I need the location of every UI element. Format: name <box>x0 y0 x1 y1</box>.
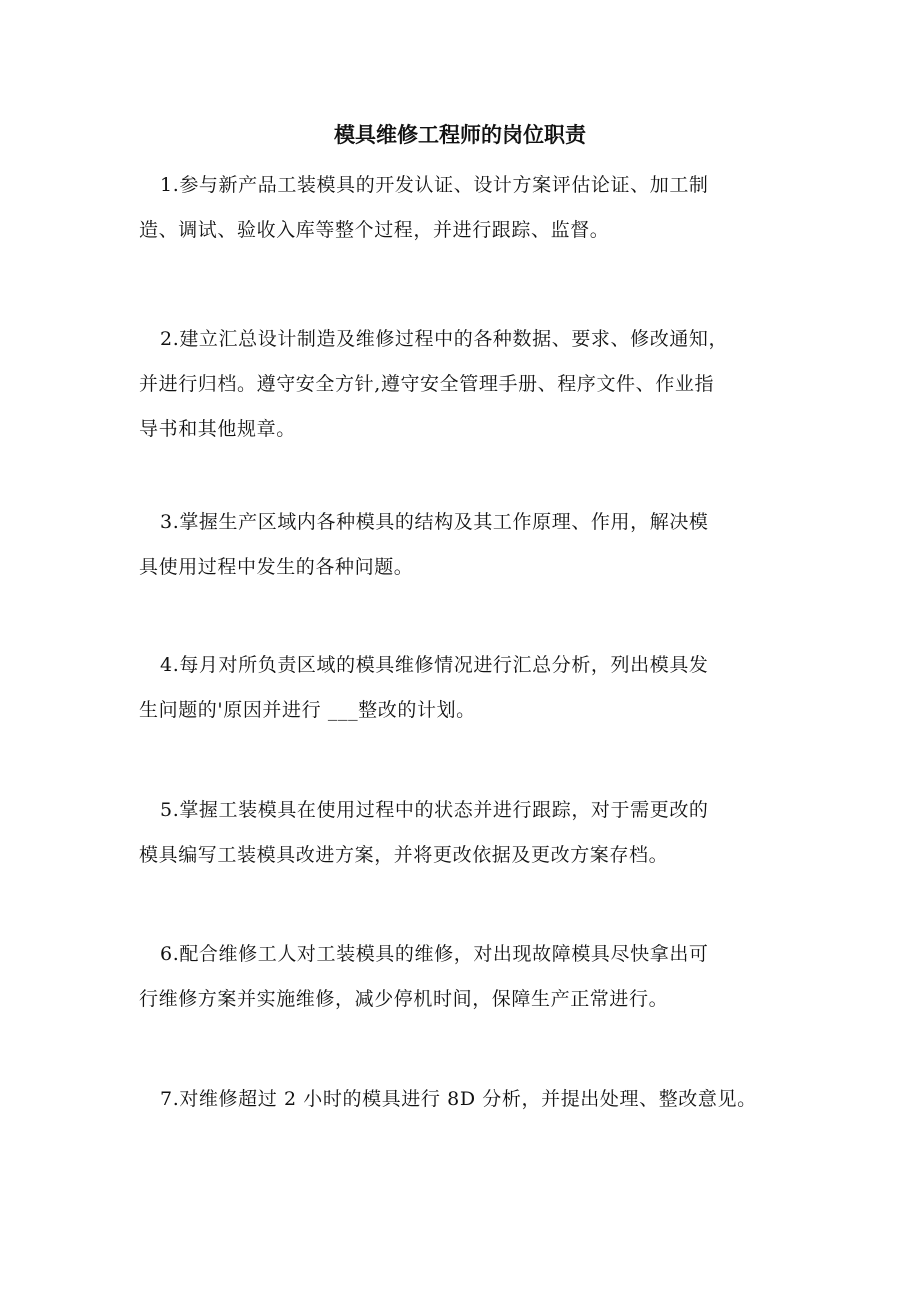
duty-paragraph-1 <box>139 163 799 253</box>
duty-paragraph-2 <box>139 317 799 452</box>
duty-paragraph-3 <box>139 500 799 590</box>
paragraph-line: 导书和其他规章。 <box>139 418 296 440</box>
paragraph-line: 生问题的'原因并进行 ___整改的计划。 <box>139 699 476 721</box>
document-title: 模具维修工程师的岗位职责 <box>334 123 586 147</box>
duty-paragraph-4 <box>139 643 799 733</box>
paragraph-line: 行维修方案并实施维修，减少停机时间，保障生产正常进行。 <box>139 988 669 1010</box>
paragraph-line: 3.掌握生产区域内各种模具的结构及其工作原理、作用，解决模 <box>160 511 709 533</box>
duty-paragraph-6 <box>139 932 799 1022</box>
paragraph-line: 模具编写工装模具改进方案，并将更改依据及更改方案存档。 <box>139 844 669 866</box>
paragraph-line: 并进行归档。遵守安全方针,遵守安全管理手册、程序文件、作业指 <box>139 373 715 395</box>
paragraph-line: 4.每月对所负责区域的模具维修情况进行汇总分析，列出模具发 <box>160 654 709 676</box>
duty-paragraph-5 <box>139 788 799 878</box>
paragraph-line: 造、调试、验收入库等整个过程，并进行跟踪、监督。 <box>139 219 610 241</box>
paragraph-line: 具使用过程中发生的各种问题。 <box>139 556 414 578</box>
paragraph-line: 6.配合维修工人对工装模具的维修，对出现故障模具尽快拿出可 <box>160 943 709 965</box>
duty-paragraph-7 <box>139 1077 799 1122</box>
paragraph-line: 7.对维修超过 2 小时的模具进行 8D 分析，并提出处理、整改意见。 <box>160 1088 757 1110</box>
paragraph-line: 1.参与新产品工装模具的开发认证、设计方案评估论证、加工制 <box>160 174 709 196</box>
paragraph-line: 5.掌握工装模具在使用过程中的状态并进行跟踪，对于需更改的 <box>160 799 709 821</box>
paragraph-line: 2.建立汇总设计制造及维修过程中的各种数据、要求、修改通知， <box>160 328 729 350</box>
